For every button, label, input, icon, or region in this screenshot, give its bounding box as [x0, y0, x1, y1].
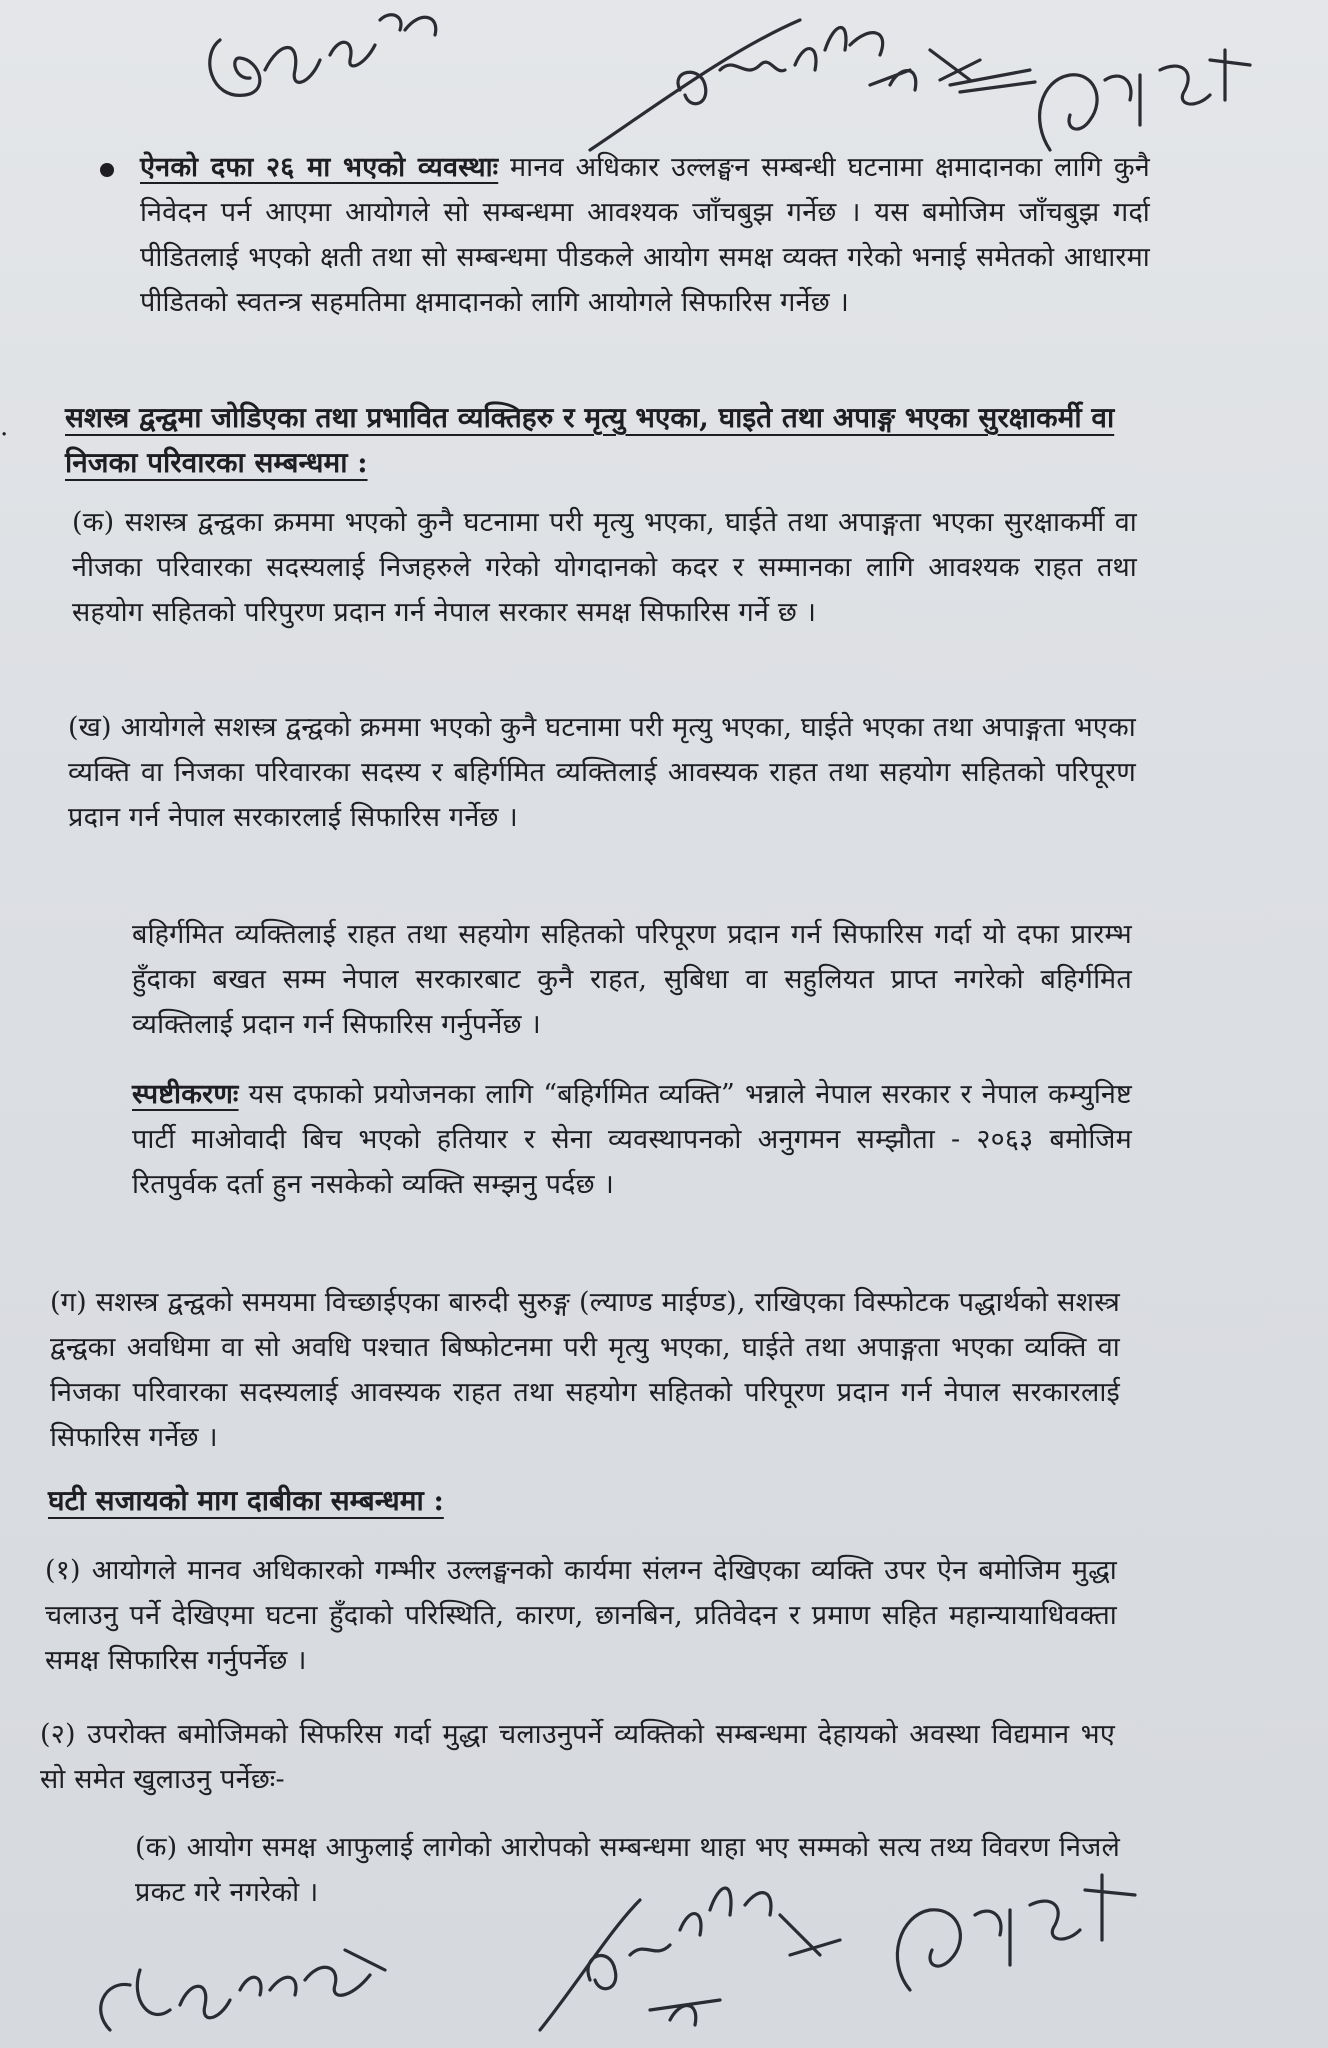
section2-item-1 [45, 1548, 1117, 1683]
section2-item-2 [40, 1712, 1115, 1802]
intro-text: मानव अधिकार उल्लङ्घन सम्बन्धी घटनामा क्षमादानका लागि कुनै निवेदन पर्न आएमा आयोगले सो सम्बन्धमा आवश्यक जाँचबुझ गर्नेछ । यस बमोजिम जाँचबुझ गर्दा पीडितलाई भएको क्षती तथा सो सम्बन्धमा पीडकले आयोग समक्ष व्यक्त गरेको भनाई समेतको आधारमा पीडितको स्वतन्त्र सहमतिमा क्षमादानको लागि आयोगले सिफारिस गर्नेछ । [140, 152, 1150, 318]
sub-ka-marker: (क) [135, 1832, 178, 1863]
section1-item-kha [68, 705, 1136, 840]
signature-bottom-left [90, 1930, 390, 2048]
item-kha-text: आयोगले सशस्त्र द्वन्द्वको क्रममा भएको कुनै घटनामा परी मृत्यु भएका, घाईते भएका तथा अपाङ्गता भएका व्यक्ति वा निजका परिवारका सदस्य र बहिर्गमित व्यक्तिलाई आवस्यक राहत तथा सहयोग सहितको परिपूरण प्रदान गर्न नेपाल सरकारलाई सिफारिस गर्नेछ । [68, 712, 1136, 833]
section1-clarification [132, 1072, 1132, 1207]
sub-ka-text: आयोग समक्ष आफुलाई लागेको आरोपको सम्बन्धमा थाहा भए सम्मको सत्य तथ्य विवरण निजले प्रकट गरे नगरेको । [135, 1832, 1120, 1908]
intro-paragraph [140, 145, 1150, 325]
section1-heading: सशस्त्र द्वन्द्वमा जोडिएका तथा प्रभावित व्यक्तिहरु र मृत्यु भएका, घाइते तथा अपाङ्ग भएका सुरक्षाकर्मी वा निजका परिवारका सम्बन्धमा : [65, 401, 1115, 479]
item-1-text: आयोगले मानव अधिकारको गम्भीर उल्लङ्घनको कार्यमा संलग्न देखिएका व्यक्ति उपर ऐन बमोजिम मुद्धा चलाउनु पर्ने देखिएमा घटना हुँदाको परिस्थिति, कारण, छानबिन, प्रतिवेदन र प्रमाण सहित महान्यायाधिवक्ता समक्ष सिफारिस गर्नुपर्नेछ । [45, 1555, 1117, 1676]
section1-item-ga [50, 1280, 1120, 1460]
bullet-icon [100, 163, 114, 177]
item-kha-marker: (ख) [68, 712, 112, 743]
signature-bottom-right [870, 1860, 1150, 2010]
intro-bold-lead: ऐनको दफा २६ मा भएको व्यवस्थाः [140, 152, 499, 183]
item-ka-text: सशस्त्र द्वन्द्वका क्रममा भएको कुनै घटनामा परी मृत्यु भएका, घाईते तथा अपाङ्गता भएका सुरक्षाकर्मी वा नीजका परिवारका सदस्यलाई निजहरुले गरेको योगदानको कदर र सम्मानका लागि आवश्यक राहत तथा सहयोग सहितको परिपुरण प्रदान गर्न नेपाल सरकार समक्ष सिफारिस गर्ने छ । [72, 507, 1137, 628]
item-ga-marker: (ग) [50, 1287, 87, 1318]
section1-item-kha-para2: बहिर्गमित व्यक्तिलाई राहत तथा सहयोग सहितको परिपूरण प्रदान गर्न सिफारिस गर्दा यो दफा प्रारम्भ हुँदाका बखत सम्म नेपाल सरकारबाट कुनै राहत, सुबिधा वा सहुलियत प्राप्त नगरेको बहिर्गमित व्यक्तिलाई प्रदान गर्न सिफारिस गर्नुपर्नेछ । [132, 919, 1132, 1040]
item-1-marker: (१) [45, 1555, 81, 1586]
item-ka-marker: (क) [72, 507, 115, 538]
item-ga-text: सशस्त्र द्वन्द्वको समयमा विच्छाईएका बारुदी सुरुङ्ग (ल्याण्ड माईण्ड), राखिएका विस्फोटक पद्धार्थको सशस्त्र द्वन्द्वका अवधिमा वा सो अवधि पश्चात बिष्फोटनमा परी मृत्यु भएका, घाईते तथा अपाङ्गता भएका व्यक्ति वा निजका परिवारका सदस्यलाई आवस्यक राहत तथा सहयोग सहितको परिपूरण प्रदान गर्न नेपाल सरकारलाई सिफारिस गर्नेछ । [50, 1287, 1120, 1453]
item-2-marker: (२) [40, 1719, 76, 1750]
item-2-text: उपरोक्त बमोजिमको सिफरिस गर्दा मुद्धा चलाउनुपर्ने व्यक्तिको सम्बन्धमा देहायको अवस्था विद्यमान भए सो समेत खुलाउनु पर्नेछः- [40, 1719, 1115, 1795]
signature-bottom-middle [520, 1860, 860, 2048]
clarification-label: स्पष्टीकरणः [132, 1079, 239, 1110]
signature-top-middle [570, 10, 1040, 160]
section1-item-ka [72, 500, 1137, 635]
clarification-text: यस दफाको प्रयोजनका लागि “बहिर्गमित व्यक्ति” भन्नाले नेपाल सरकार र नेपाल कम्युनिष्ट पार्टी माओवादी बिच भएको हतियार र सेना व्यवस्थापनको अनुगमन सम्झौता - २०६३ बमोजिम रितपुर्वक दर्ता हुन नसकेको व्यक्ति सम्झनु पर्दछ । [132, 1079, 1132, 1200]
section2-heading: घटी सजायको माग दाबीका सम्बन्धमा : [48, 1484, 444, 1517]
margin-dot: . [0, 412, 9, 442]
signature-top-left [190, 0, 450, 120]
